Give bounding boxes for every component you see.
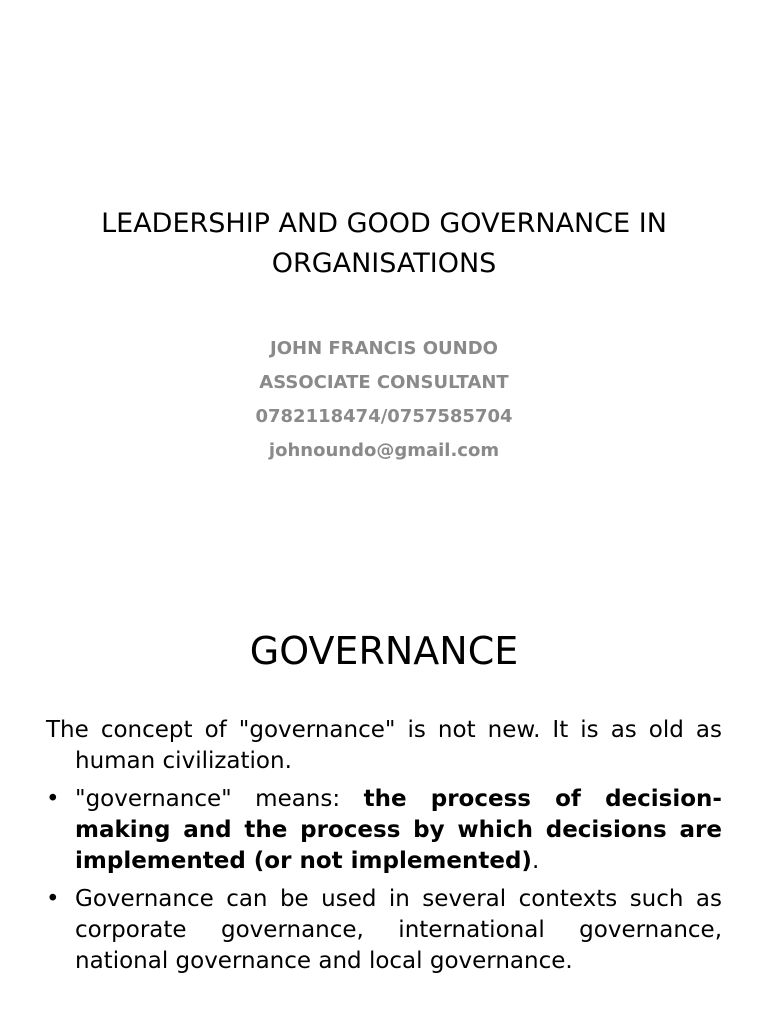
governance-body	[46, 715, 722, 984]
definition-suffix: .	[531, 848, 540, 874]
contexts-text: Governance can be used in several contexts such as corporate governance, international governance, national governance and local governance.	[75, 886, 722, 974]
paragraph-concept	[46, 715, 722, 777]
author-name: JOHN FRANCIS OUNDO	[270, 338, 498, 359]
presentation-title-line-2: ORGANISATIONS	[271, 248, 497, 279]
presentation-title	[60, 204, 708, 284]
definition-prefix: "governance" means:	[75, 786, 364, 812]
definition-bold: the process of decision-making and the process by which decisions are implemented (or not implemented)	[75, 786, 722, 874]
author-info	[0, 332, 768, 468]
slide-governance	[0, 576, 768, 1024]
bullet-contexts	[46, 884, 722, 977]
slide-title-governance: GOVERNANCE	[249, 629, 519, 673]
bullet-dot: •	[46, 786, 60, 812]
paragraph-concept-text: The concept of "governance" is not new. It is as old as human civilization.	[46, 717, 722, 774]
author-phone: 0782118474/0757585704	[255, 406, 513, 427]
bullet-definition	[46, 784, 722, 877]
author-email: johnoundo@gmail.com	[268, 440, 500, 461]
author-role: ASSOCIATE CONSULTANT	[259, 372, 509, 393]
presentation-title-line-1: LEADERSHIP AND GOOD GOVERNANCE IN	[101, 208, 667, 239]
bullet-dot: •	[46, 886, 60, 912]
